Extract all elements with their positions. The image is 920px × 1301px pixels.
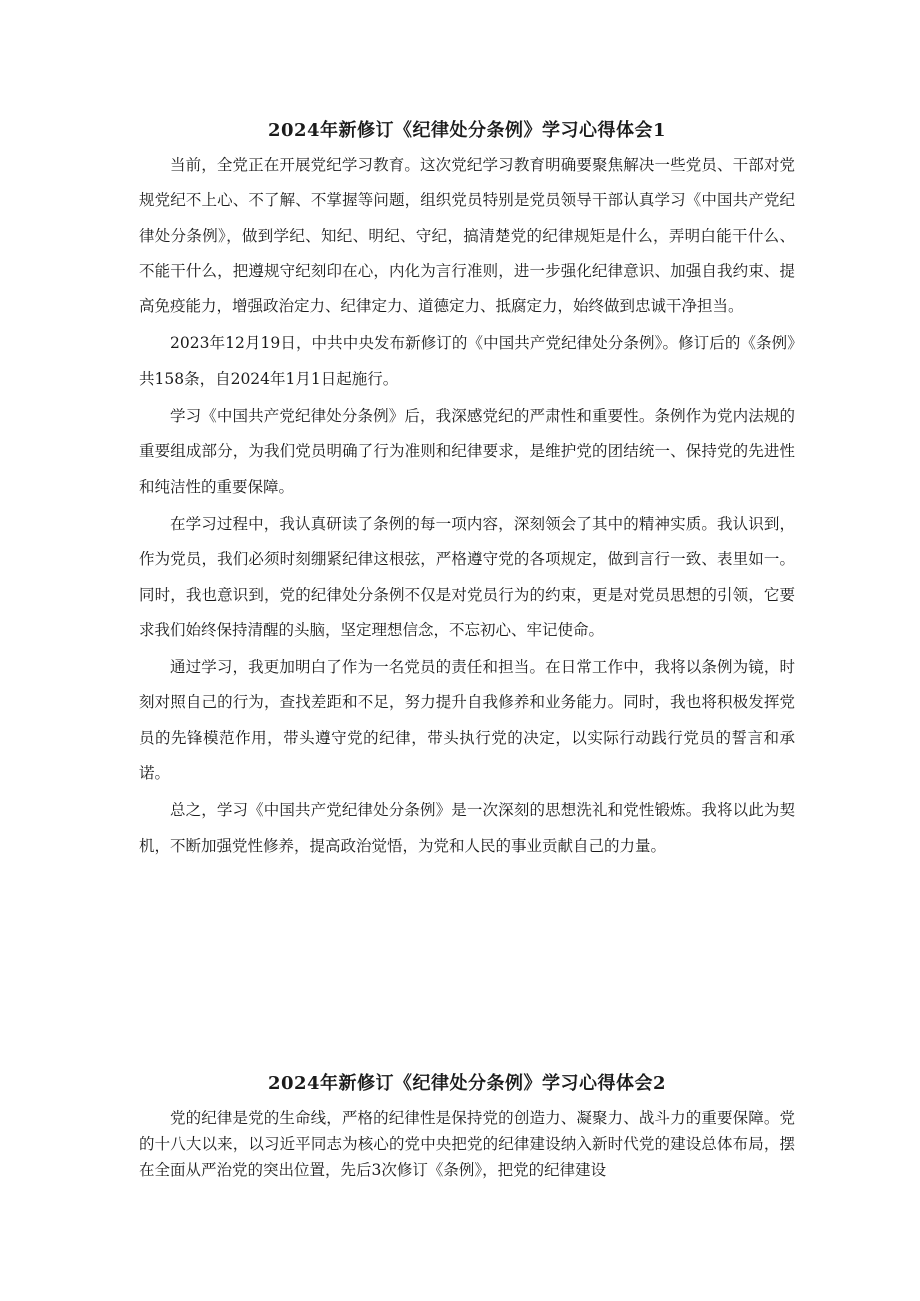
section-1-title: 2024年新修订《纪律处分条例》学习心得体会1 bbox=[267, 120, 667, 141]
section-2 bbox=[139, 1069, 795, 1183]
section-1-paragraph-6: 总之，学习《中国共产党纪律处分条例》是一次深刻的思想洗礼和党性锻炼。我将以此为契机，不断加强党性修养，提高政治觉悟，为党和人民的事业贡献自己的力量。 bbox=[139, 801, 795, 855]
section-1-paragraph-1: 当前，全党正在开展党纪学习教育。这次党纪学习教育明确要聚焦解决一些党员、干部对党规党纪不上心、不了解、不掌握等问题，组织党员特别是党员领导干部认真学习《中国共产党纪律处分条例》，做到学纪、知纪、明纪、守纪，搞清楚党的纪律规矩是什么，弄明白能干什么、不能干什么，把遵规守纪刻印在心，内化为言行准则，进一步强化纪律意识、加强自我约束、提高免疫能力，增强政治定力、纪律定力、道德定力、抵腐定力，始终做到忠诚干净担当。 bbox=[139, 156, 795, 316]
section-1-paragraph-5: 通过学习，我更加明白了作为一名党员的责任和担当。在日常工作中，我将以条例为镜，时刻对照自己的行为，查找差距和不足，努力提升自我修养和业务能力。同时，我也将积极发挥党员的先锋模范作用，带头遵守党的纪律，带头执行党的决定，以实际行动践行党员的誓言和承诺。 bbox=[139, 658, 795, 783]
section-1-paragraph-3: 学习《中国共产党纪律处分条例》后，我深感党纪的严肃性和重要性。条例作为党内法规的重要组成部分，为我们党员明确了行为准则和纪律要求，是维护党的团结统一、保持党的先进性和纯洁性的重要保障。 bbox=[139, 407, 795, 496]
section-2-paragraph-1: 党的纪律是党的生命线，严格的纪律性是保持党的创造力、凝聚力、战斗力的重要保障。党的十八大以来，以习近平同志为核心的党中央把党的纪律建设纳入新时代党的建设总体布局，摆在全面从严治党的突出位置，先后3次修订《条例》，把党的纪律建设 bbox=[139, 1109, 795, 1179]
section-1 bbox=[139, 116, 795, 864]
section-1-paragraph-2: 2023年12月19日，中共中央发布新修订的《中国共产党纪律处分条例》。修订后的《条例》共158条，自2024年1月1日起施行。 bbox=[139, 334, 795, 388]
section-1-paragraph-4: 在学习过程中，我认真研读了条例的每一项内容，深刻领会了其中的精神实质。我认识到，作为党员，我们必须时刻绷紧纪律这根弦，严格遵守党的各项规定，做到言行一致、表里如一。同时，我也意识到，党的纪律处分条例不仅是对党员行为的约束，更是对党员思想的引领，它要求我们始终保持清醒的头脑，坚定理想信念，不忘初心、牢记使命。 bbox=[139, 514, 795, 639]
section-2-title: 2024年新修订《纪律处分条例》学习心得体会2 bbox=[267, 1073, 667, 1094]
